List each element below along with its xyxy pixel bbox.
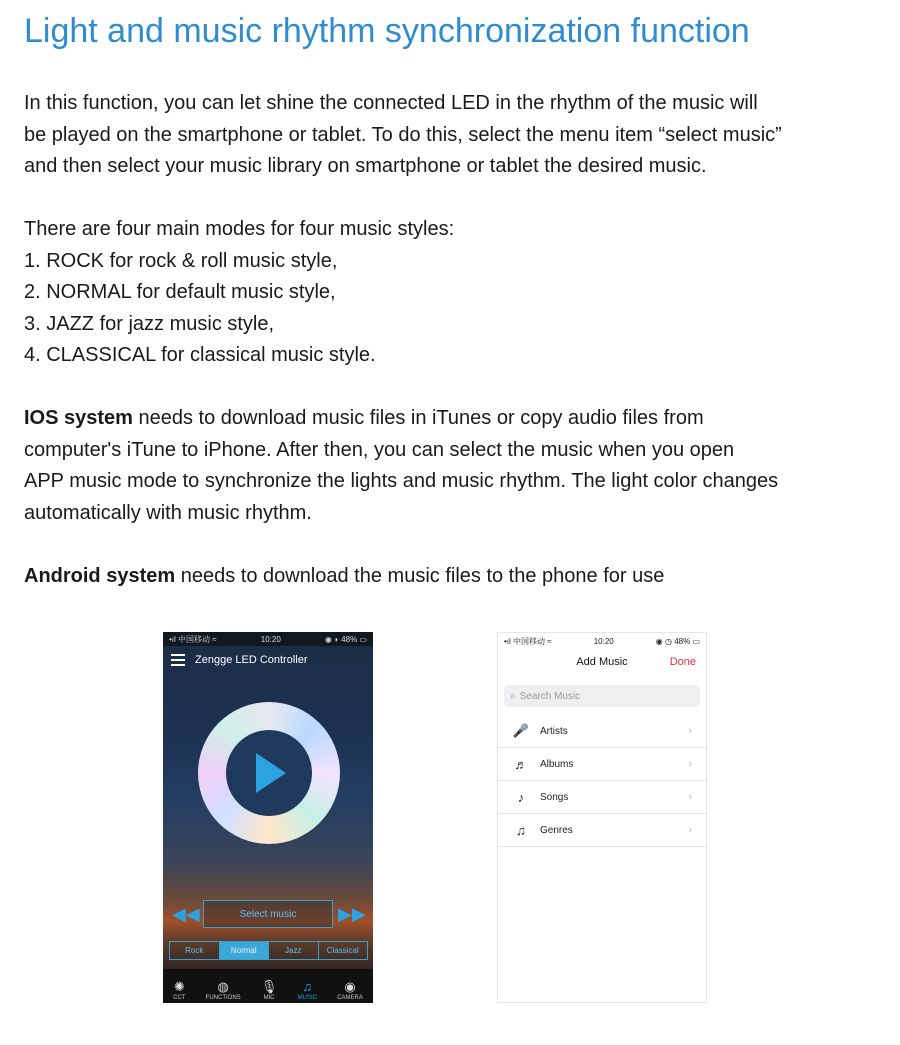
intro-paragraph	[24, 88, 894, 183]
ios-line: computer's iTune to iPhone. After then, you can select the music when you open	[24, 438, 735, 461]
mode-item: 2. NORMAL for default music style,	[24, 281, 336, 303]
list-item-songs[interactable]	[498, 781, 706, 814]
fast-forward-icon[interactable]: ▶▶	[338, 904, 366, 924]
list-item-artists[interactable]	[498, 715, 706, 748]
mode-rock[interactable]: Rock	[170, 942, 220, 959]
page-title: Light and music rhythm synchronization function	[24, 12, 750, 50]
search-placeholder: Search Music	[519, 690, 581, 702]
carrier: •ıl 中国移动 ≈	[169, 634, 217, 644]
disc-center	[226, 730, 312, 816]
microphone-icon: 🎙	[260, 979, 278, 994]
list-item-label: Albums	[540, 758, 574, 770]
music-note-icon: ♪	[517, 789, 525, 805]
ios-line	[24, 403, 894, 435]
chevron-right-icon: ›	[688, 725, 692, 737]
modes-heading: There are four main modes for four music styles:	[24, 218, 455, 240]
android-paragraph	[24, 561, 894, 593]
nav-music[interactable]	[298, 979, 317, 1003]
app-header	[163, 646, 373, 674]
music-category-list	[498, 715, 706, 847]
ios-text: needs to download music files in iTunes or copy audio files from	[132, 407, 704, 429]
chevron-right-icon: ›	[688, 758, 692, 770]
status-bar	[498, 633, 706, 649]
select-music-button[interactable]: Select music	[203, 900, 333, 928]
android-line	[24, 561, 894, 593]
music-disc[interactable]	[198, 702, 340, 844]
mode-selector	[169, 941, 368, 960]
clock: 10:20	[260, 634, 281, 644]
nav-header	[498, 649, 706, 677]
intro-line: and then select your music library on smartphone or tablet the desired music.	[24, 155, 707, 177]
music-note-icon: ♫	[302, 979, 313, 994]
nav-label: CAMERA	[337, 995, 363, 1001]
nav-label: FUNCTIONS	[205, 995, 241, 1001]
carrier: •ıl 中国移动 ≈	[504, 636, 552, 646]
album-icon: ♬	[514, 756, 528, 772]
nav-label: MIC	[263, 995, 275, 1001]
mode-item: 4. CLASSICAL for classical music style.	[24, 344, 376, 366]
ios-line: APP music mode to synchronize the lights and music rhythm. The light color changes	[24, 470, 779, 492]
list-item-label: Songs	[540, 791, 569, 803]
mode-jazz[interactable]: Jazz	[269, 942, 319, 959]
bottom-nav	[163, 969, 373, 1003]
nav-mic[interactable]	[261, 979, 278, 1003]
menu-icon[interactable]	[171, 654, 185, 666]
search-input[interactable]	[504, 685, 700, 707]
functions-icon: ◍	[217, 979, 229, 994]
mode-normal[interactable]: Normal	[220, 942, 270, 959]
nav-functions[interactable]	[206, 979, 241, 1003]
ios-line: automatically with music rhythm.	[24, 501, 312, 524]
nav-camera[interactable]	[337, 979, 363, 1003]
status-bar	[163, 632, 373, 646]
list-item-label: Artists	[540, 725, 568, 737]
chevron-right-icon: ›	[688, 824, 692, 836]
app-title: Zengge LED Controller	[195, 654, 308, 666]
battery: ◉ ◷ 48% ▭	[655, 636, 700, 646]
modes-list	[24, 214, 894, 372]
list-item-genres[interactable]	[498, 814, 706, 847]
list-item-albums[interactable]	[498, 748, 706, 781]
ios-paragraph	[24, 403, 894, 529]
mode-item: 3. JAZZ for jazz music style,	[24, 312, 275, 335]
ios-bold: IOS system	[24, 407, 133, 429]
add-music-screenshot	[497, 632, 707, 1003]
rewind-icon[interactable]: ◀◀	[172, 904, 200, 924]
clock: 10:20	[593, 636, 614, 646]
nav-cct[interactable]	[173, 979, 185, 1003]
intro-line: be played on the smartphone or tablet. To do this, select the menu item “select music”	[24, 123, 782, 146]
android-bold: Android system	[24, 565, 176, 587]
sun-icon: ✺	[173, 979, 185, 994]
screen-title: Add Music	[576, 656, 628, 668]
battery: ◉ ◗ 48% ▭	[324, 634, 367, 644]
mode-item: 1. ROCK for rock & roll music style,	[24, 249, 338, 272]
nav-label: CCT	[173, 995, 186, 1001]
android-text: needs to download the music files to the phone for use	[175, 565, 665, 587]
nav-label: MUSIC	[297, 995, 317, 1001]
play-icon[interactable]	[256, 753, 286, 793]
chevron-right-icon: ›	[688, 791, 692, 803]
camera-icon: ◉	[344, 979, 356, 994]
genres-icon: ♫	[516, 822, 526, 838]
microphone-icon: 🎤	[512, 723, 530, 738]
mode-classical[interactable]: Classical	[326, 946, 359, 955]
list-item-label: Genres	[540, 824, 573, 836]
done-button[interactable]: Done	[669, 656, 696, 668]
search-icon: ⌕	[510, 690, 516, 702]
intro-line: In this function, you can let shine the connected LED in the rhythm of the music will	[24, 92, 758, 114]
led-controller-screenshot	[163, 632, 373, 1003]
